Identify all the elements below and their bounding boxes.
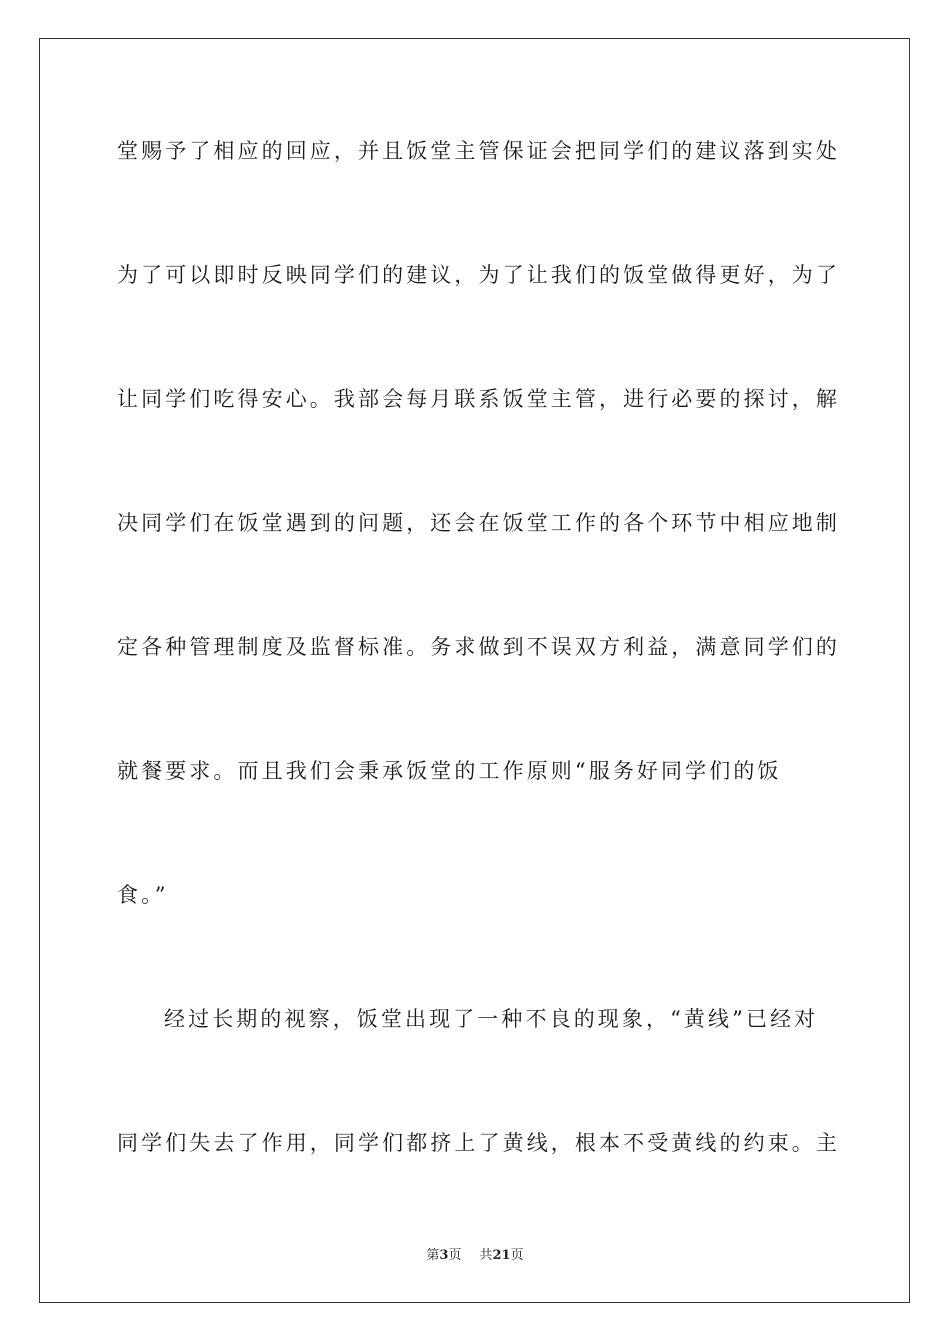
body-text-line: 食。” xyxy=(117,883,169,907)
total-suffix: 页 xyxy=(510,1248,524,1263)
total-prefix: 共 xyxy=(479,1248,493,1263)
total-pages: 21 xyxy=(492,1248,511,1263)
page-suffix: 页 xyxy=(448,1248,462,1263)
page-footer xyxy=(0,1247,950,1265)
page-prefix: 第 xyxy=(426,1248,440,1263)
body-text-line: 就餐要求。而且我们会秉承饭堂的工作原则“服务好同学们的饭 xyxy=(117,759,782,783)
page-number: 3 xyxy=(439,1248,449,1263)
body-text-line: 同学们失去了作用，同学们都挤上了黄线，根本不受黄线的约束。主 xyxy=(117,1131,840,1155)
body-text-line: 堂赐予了相应的回应，并且饭堂主管保证会把同学们的建议落到实处 xyxy=(117,139,840,163)
body-text-line: 为了可以即时反映同学们的建议，为了让我们的饭堂做得更好，为了 xyxy=(117,263,840,287)
page-border xyxy=(39,38,910,1303)
body-text-line: 定各种管理制度及监督标准。务求做到不误双方利益，满意同学们的 xyxy=(117,635,840,659)
body-text-line: 让同学们吃得安心。我部会每月联系饭堂主管，进行必要的探讨，解 xyxy=(117,387,840,411)
body-text-line: 决同学们在饭堂遇到的问题，还会在饭堂工作的各个环节中相应地制 xyxy=(117,511,840,535)
paragraph-first-line: 经过长期的视察，饭堂出现了一种不良的现象，“黄线”已经对 xyxy=(164,1007,819,1031)
